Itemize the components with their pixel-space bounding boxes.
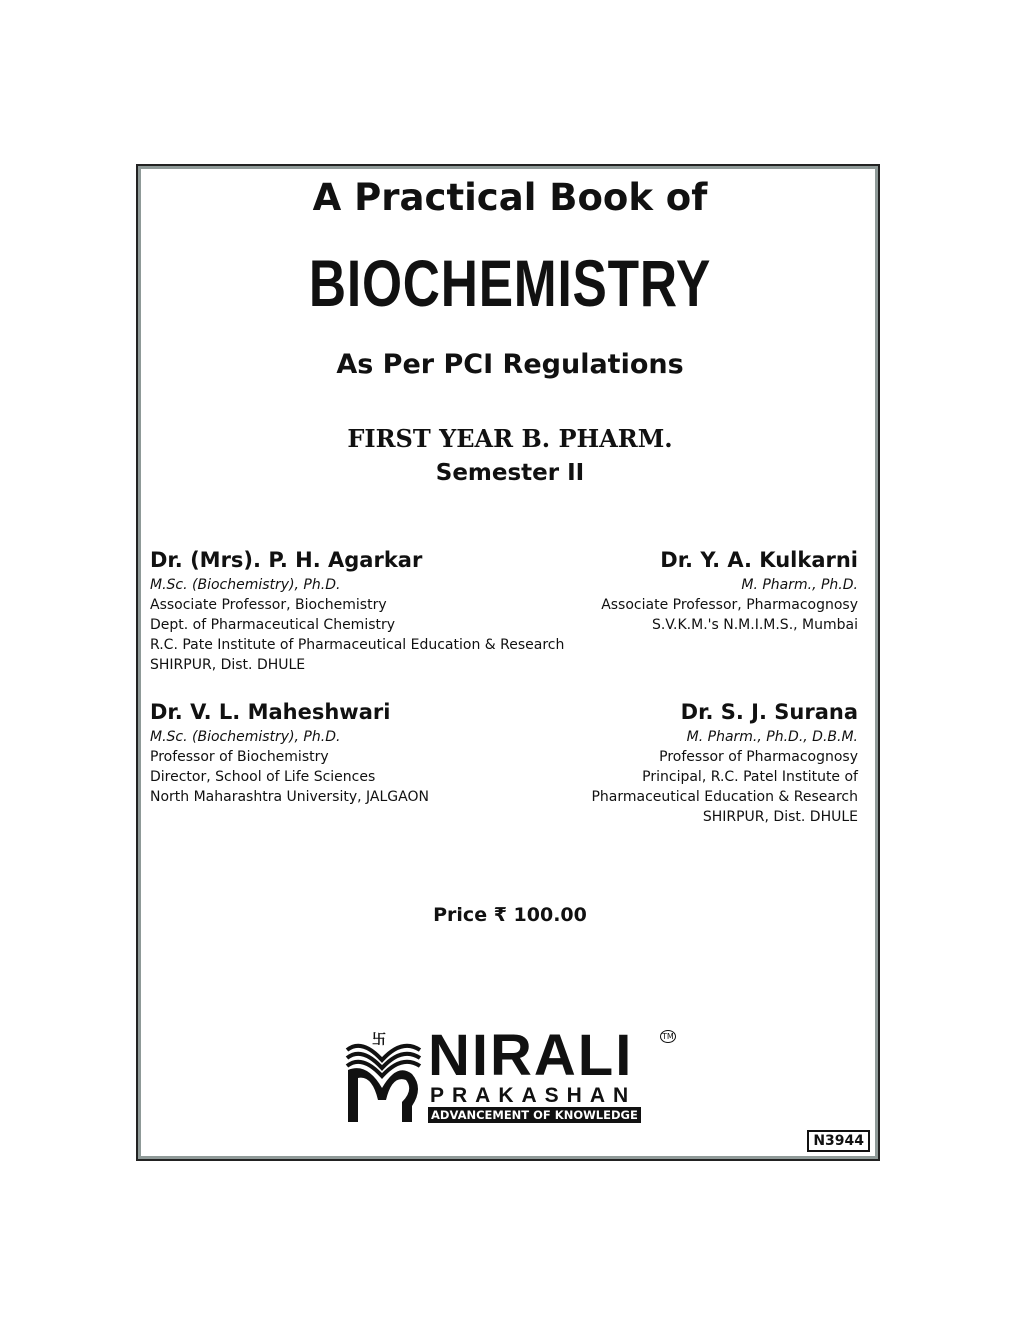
author-2 bbox=[601, 546, 858, 635]
book-emblem-icon bbox=[342, 1030, 422, 1125]
price: Price ₹ 100.00 bbox=[433, 904, 587, 926]
author-line: SHIRPUR, Dist. DHULE bbox=[702, 809, 858, 825]
author-4 bbox=[591, 698, 858, 827]
author-line: Associate Professor, Pharmacognosy bbox=[601, 597, 858, 613]
publisher-logo bbox=[342, 1023, 674, 1125]
author-line: Director, School of Life Sciences bbox=[150, 769, 376, 785]
author-1 bbox=[150, 546, 564, 675]
author-line: Associate Professor, Biochemistry bbox=[150, 597, 387, 613]
svg-text:卐: 卐 bbox=[372, 1032, 386, 1048]
author-line: SHIRPUR, Dist. DHULE bbox=[150, 657, 306, 673]
course: FIRST YEAR B. PHARM. bbox=[347, 424, 673, 453]
title-line: A Practical Book of bbox=[312, 176, 708, 219]
author-line: North Maharashtra University, JALGAON bbox=[150, 789, 429, 805]
author-qualification: M.Sc. (Biochemistry), Ph.D. bbox=[150, 577, 341, 593]
book-code: N3944 bbox=[807, 1130, 870, 1152]
book-title: BIOCHEMISTRY bbox=[308, 246, 712, 320]
author-line: Professor of Pharmacognosy bbox=[659, 749, 858, 765]
author-name: Dr. Y. A. Kulkarni bbox=[660, 548, 858, 572]
author-line: Pharmaceutical Education & Research bbox=[591, 789, 858, 805]
publisher-tagline: ADVANCEMENT OF KNOWLEDGE bbox=[428, 1107, 641, 1123]
author-name: Dr. V. L. Maheshwari bbox=[150, 700, 391, 724]
author-line: Dept. of Pharmaceutical Chemistry bbox=[150, 617, 396, 633]
author-line: Professor of Biochemistry bbox=[150, 749, 329, 765]
author-line: R.C. Pate Institute of Pharmaceutical Education & Research bbox=[150, 637, 565, 653]
author-qualification: M. Pharm., Ph.D., D.B.M. bbox=[686, 729, 858, 745]
subtitle: As Per PCI Regulations bbox=[336, 349, 684, 380]
author-qualification: M.Sc. (Biochemistry), Ph.D. bbox=[150, 729, 341, 745]
semester: Semester II bbox=[435, 460, 585, 486]
trademark-mark: TM bbox=[662, 1032, 674, 1041]
author-name: Dr. (Mrs). P. H. Agarkar bbox=[150, 548, 423, 572]
publisher-sub: PRAKASHAN bbox=[430, 1084, 637, 1107]
author-line: S.V.K.M.'s N.M.I.M.S., Mumbai bbox=[651, 617, 858, 633]
publisher-name: NIRALI bbox=[428, 1023, 634, 1088]
author-name: Dr. S. J. Surana bbox=[680, 700, 858, 724]
author-3 bbox=[150, 698, 429, 807]
author-line: Principal, R.C. Patel Institute of bbox=[642, 769, 858, 785]
author-qualification: M. Pharm., Ph.D. bbox=[741, 577, 858, 593]
